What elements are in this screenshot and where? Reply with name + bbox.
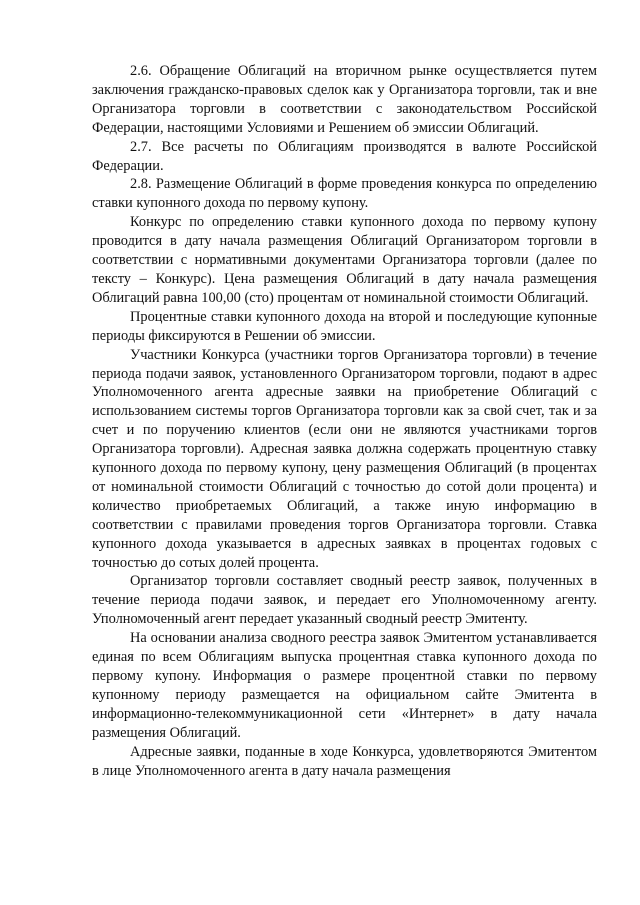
paragraph-applications: Адресные заявки, поданные в ходе Конкурса, удовлетворяются Эмитентом в лице Уполномоченного агента в дату начала размещения xyxy=(92,743,597,779)
paragraph-rate-setting: На основании анализа сводного реестра заявок Эмитентом устанавливается единая по всем Облигациям выпуска процентная ставка купонного дохода по первому купону. Информация о размере процентной ставки по первому купонному периоду размещается на официальном сайте Эмитента в информационно-телекоммуникационной сети «Интернет» в дату начала размещения Облигаций. xyxy=(92,630,597,741)
document-page xyxy=(92,62,597,780)
paragraph-contest: Конкурс по определению ставки купонного дохода по первому купону проводится в дату начала размещения Облигаций Организатором торговли в соответствии с нормативными документами Организатора торговли (далее по тексту – Конкурс). Цена размещения Облигаций в дату начала размещения Облигаций равна 100,00 (сто) процентам от номинальной стоимости Облигаций. xyxy=(92,214,597,306)
paragraph-2-7: 2.7. Все расчеты по Облигациям производятся в валюте Российской Федерации. xyxy=(92,138,597,174)
paragraph-participants: Участники Конкурса (участники торгов Организатора торговли) в течение периода подачи заявок, установленного Организатором торговли, подают в адрес Уполномоченного агента адресные заявки на приобретение Облигаций с использованием системы торгов Организатора торговли как за свой счет, так и за счет и по поручению клиентов (если они не являются участниками торгов Организатора торговли). Адресная заявка должна содержать процентную ставку купонного дохода по первому купону, цену размещения Облигаций (в процентах от номинальной стоимости Облигаций с точностью до сотой доли процента) и количество приобретаемых Облигаций, а также иную информацию в соответствии с правилами проведения торгов Организатора торговли. Ставка купонного дохода указывается в адресных заявках в процентах годовых с точностью до сотых долей процента. xyxy=(92,346,597,571)
paragraph-2-6: 2.6. Обращение Облигаций на вторичном рынке осуществляется путем заключения гражданско-правовых сделок как у Организатора торговли, так и вне Организатора торговли в соответствии с законодательством Российской Федерации, настоящими Условиями и Решением об эмиссии Облигаций. xyxy=(92,63,597,136)
paragraph-2-8: 2.8. Размещение Облигаций в форме проведения конкурса по определению ставки купонного дохода по первому купону. xyxy=(92,176,597,212)
paragraph-coupon-rates: Процентные ставки купонного дохода на второй и последующие купонные периоды фиксируются в Решении об эмиссии. xyxy=(92,308,597,344)
paragraph-registry: Организатор торговли составляет сводный реестр заявок, полученных в течение периода подачи заявок, и передает его Уполномоченному агенту. Уполномоченный агент передает указанный сводный реестр Эмитенту. xyxy=(92,573,597,628)
